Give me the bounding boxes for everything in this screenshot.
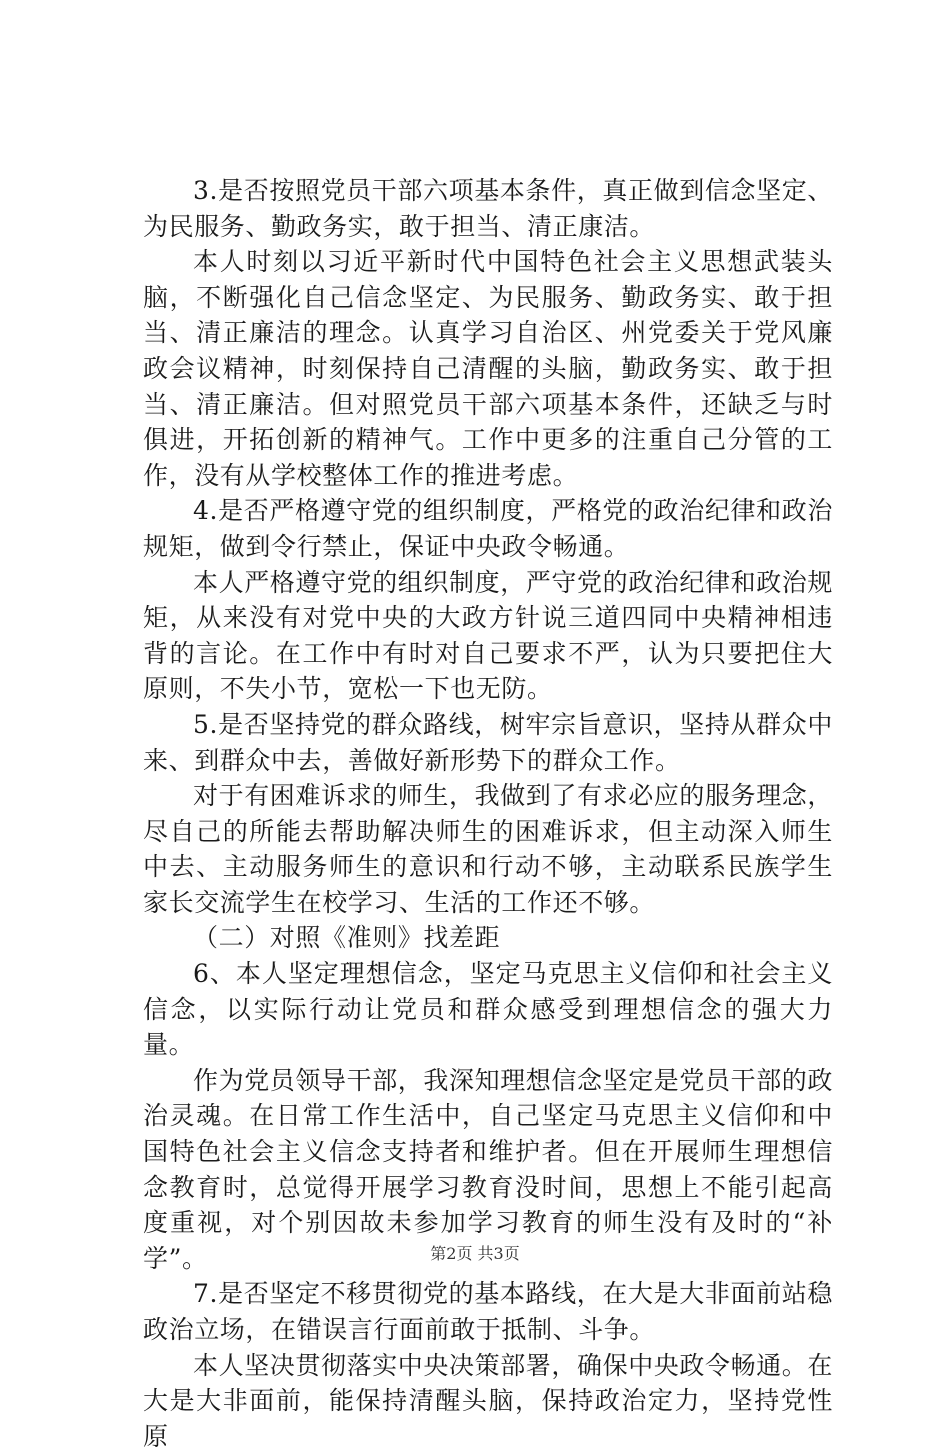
paragraph-item-5-heading: 5.是否坚持党的群众路线，树牢宗旨意识，坚持从群众中来、到群众中去，善做好新形势下的群众工作。 [143,709,833,775]
section-heading-2: （二）对照《准则》找差距 [193,923,501,953]
paragraph-response-5: 对于有困难诉求的师生，我做到了有求必应的服务理念，尽自己的所能去帮助解决师生的困难诉求，但主动深入师生中去、主动服务师生的意识和行动不够，主动联系民族学生家长交流学生在校学习、生活的工作还不够。 [143,781,834,917]
page-footer: 第2页 共3页 [430,1244,520,1263]
paragraph-item-6-heading: 6、本人坚定理想信念，坚定马克思主义信仰和社会主义信念，以实际行动让党员和群众感受到理想信念的强大力量。 [143,959,833,1060]
paragraph-item-7-heading: 7.是否坚定不移贯彻党的基本路线，在大是大非面前站稳政治立场，在错误言行面前敢于抵制、斗争。 [143,1279,833,1344]
paragraph-response-3: 本人时刻以习近平新时代中国特色社会主义思想武装头脑，不断强化自己信念坚定、为民服务、勤政务实、敢于担当、清正廉洁的理念。认真学习自治区、州党委关于党风廉政会议精神，时刻保持自己清醒的头脑，勤政务实、敢于担当、清正廉洁。但对照党员干部六项基本条件，还缺乏与时俱进，开拓创新的精神气。工作中更多的注重自己分管的工作，没有从学校整体工作的推进考虑。 [143,247,833,490]
paragraph-response-4: 本人严格遵守党的组织制度，严守党的政治纪律和政治规矩，从来没有对党中央的大政方针说三道四同中央精神相违背的言论。在工作中有时对自己要求不严，认为只要把住大原则，不失小节，宽松一下也无防。 [143,567,834,704]
paragraph-response-7: 本人坚决贯彻落实中央决策部署，确保中央政令畅通。在大是大非面前，能保持清醒头脑，保持政治定力，坚持党性原 [143,1350,834,1451]
paragraph-response-6: 作为党员领导干部，我深知理想信念坚定是党员干部的政治灵魂。在日常工作生活中，自己坚定马克思主义信仰和中国特色社会主义信念支持者和维护者。但在开展师生理想信念教育时，总觉得开展学习教育没时间，思想上不能引起高度重视，对个别因故未参加学习教育的师生没有及时的“补学”。 [143,1065,834,1273]
paragraph-item-3-heading: 3.是否按照党员干部六项基本条件，真正做到信念坚定、为民服务、勤政务实，敢于担当、清正康洁。 [143,176,833,241]
paragraph-item-4-heading: 4.是否严格遵守党的组织制度，严格党的政治纪律和政治规矩，做到令行禁止，保证中央政令畅通。 [143,496,833,561]
